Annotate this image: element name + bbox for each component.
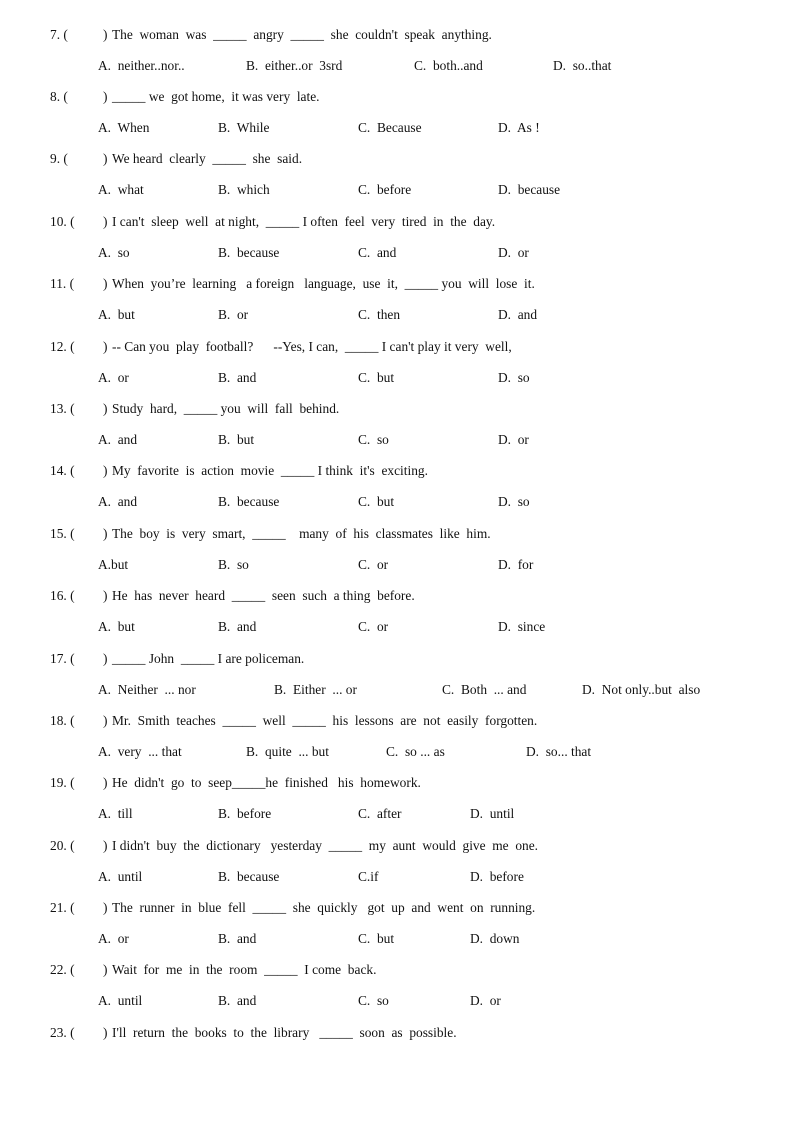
answer-blank[interactable] — [76, 775, 92, 791]
answer-option-c[interactable]: C. or — [358, 619, 389, 634]
answer-option-c[interactable]: C. or — [358, 557, 389, 572]
answer-option-b[interactable]: B. Either ... or — [274, 682, 357, 697]
answer-option-b[interactable]: B. because — [218, 494, 280, 509]
answer-blank[interactable] — [76, 1025, 92, 1041]
answer-paren-close: ) — [103, 1025, 108, 1040]
answer-paren-close: ) — [103, 838, 108, 853]
question-number: 11. ( — [50, 276, 75, 291]
answer-option-b[interactable]: B. and — [218, 619, 257, 634]
answer-option-d[interactable]: D. Not only..but also — [582, 682, 701, 697]
answer-option-c[interactable]: C. after — [358, 806, 402, 821]
question-text: Wait for me in the room _____ I come back. — [112, 962, 377, 977]
answer-option-b[interactable]: B. which — [218, 182, 270, 197]
question-text: We heard clearly _____ she said. — [112, 151, 303, 166]
answer-blank[interactable] — [76, 900, 92, 916]
answer-paren-close: ) — [103, 463, 108, 478]
question-text: My favorite is action movie _____ I think it's exciting. — [112, 463, 428, 478]
question-text: When you’re learning a foreign language, use it, _____ you will lose it. — [112, 276, 535, 291]
answer-option-c[interactable]: C. but — [358, 370, 395, 385]
answer-option-c[interactable]: C. but — [358, 494, 395, 509]
answer-option-c[interactable]: C. so — [358, 993, 389, 1008]
answer-option-d[interactable]: D. so — [498, 494, 530, 509]
answer-option-d[interactable]: D. so — [498, 370, 530, 385]
question-text: _____ John _____ I are policeman. — [112, 651, 305, 666]
question-text: I'll return the books to the library _____ soon as possible. — [112, 1025, 457, 1040]
question-number: 15. ( — [50, 526, 75, 541]
answer-option-a[interactable]: A.but — [98, 557, 129, 572]
answer-option-a[interactable]: A. so — [98, 245, 130, 260]
answer-blank[interactable] — [76, 214, 92, 230]
answer-option-d[interactable]: D. until — [470, 806, 515, 821]
question-text: Mr. Smith teaches _____ well _____ his lessons are not easily forgotten. — [112, 713, 538, 728]
question-text: -- Can you play football? --Yes, I can, _____ I can't play it very well, — [112, 339, 512, 354]
answer-option-a[interactable]: A. When — [98, 120, 150, 135]
answer-option-a[interactable]: A. or — [98, 370, 129, 385]
answer-option-c[interactable]: C. and — [358, 245, 397, 260]
question-number: 19. ( — [50, 775, 75, 790]
answer-option-a[interactable]: A. till — [98, 806, 133, 821]
answer-option-d[interactable]: D. and — [498, 307, 538, 322]
answer-blank[interactable] — [76, 526, 92, 542]
question-number: 14. ( — [50, 463, 75, 478]
question-number: 20. ( — [50, 838, 75, 853]
answer-option-b[interactable]: B. and — [218, 931, 257, 946]
answer-paren-close: ) — [103, 651, 108, 666]
answer-blank[interactable] — [76, 962, 92, 978]
answer-paren-close: ) — [103, 900, 108, 915]
question-text: I can't sleep well at night, _____ I often feel very tired in the day. — [112, 214, 496, 229]
answer-option-b[interactable]: B. quite ... but — [246, 744, 329, 759]
answer-paren-close: ) — [103, 526, 108, 541]
answer-option-c[interactable]: C. then — [358, 307, 401, 322]
answer-blank[interactable] — [76, 463, 92, 479]
answer-paren-close: ) — [103, 89, 108, 104]
question-number: 16. ( — [50, 588, 75, 603]
answer-option-d[interactable]: D. or — [498, 245, 529, 260]
answer-option-c[interactable]: C. Because — [358, 120, 422, 135]
answer-option-b[interactable]: B. While — [218, 120, 270, 135]
question-number: 9. ( — [50, 151, 68, 166]
answer-option-b[interactable]: B. but — [218, 432, 255, 447]
question-text: I didn't buy the dictionary yesterday _____ my aunt would give me one. — [112, 838, 538, 853]
answer-blank[interactable] — [76, 588, 92, 604]
answer-option-a[interactable]: A. what — [98, 182, 144, 197]
question-number: 21. ( — [50, 900, 75, 915]
answer-option-a[interactable]: A. but — [98, 307, 135, 322]
answer-option-c[interactable]: C. so ... as — [386, 744, 445, 759]
question-text: The runner in blue fell _____ she quickly got up and went on running. — [112, 900, 536, 915]
answer-option-a[interactable]: A. neither..nor.. — [98, 58, 185, 73]
answer-option-d[interactable]: D. before — [470, 869, 524, 884]
answer-paren-close: ) — [103, 27, 108, 42]
answer-paren-close: ) — [103, 276, 108, 291]
answer-option-a[interactable]: A. and — [98, 432, 138, 447]
question-number: 12. ( — [50, 339, 75, 354]
answer-paren-close: ) — [103, 713, 108, 728]
answer-option-d[interactable]: D. for — [498, 557, 534, 572]
answer-option-c[interactable]: C. so — [358, 432, 389, 447]
question-number: 13. ( — [50, 401, 75, 416]
answer-option-c[interactable]: C. both..and — [414, 58, 483, 73]
answer-option-a[interactable]: A. very ... that — [98, 744, 182, 759]
question-number: 7. ( — [50, 27, 68, 42]
question-number: 22. ( — [50, 962, 75, 977]
answer-option-a[interactable]: A. and — [98, 494, 138, 509]
question-number: 17. ( — [50, 651, 75, 666]
question-text: _____ we got home, it was very late. — [112, 89, 320, 104]
answer-blank[interactable] — [76, 151, 92, 167]
answer-option-b[interactable]: B. because — [218, 869, 280, 884]
question-number: 10. ( — [50, 214, 75, 229]
answer-blank[interactable] — [76, 401, 92, 417]
question-text: The woman was _____ angry _____ she couldn't speak anything. — [112, 27, 492, 42]
question-text: Study hard, _____ you will fall behind. — [112, 401, 340, 416]
answer-option-c[interactable]: C. Both ... and — [442, 682, 527, 697]
answer-option-b[interactable]: B. because — [218, 245, 280, 260]
answer-blank[interactable] — [76, 651, 92, 667]
answer-paren-close: ) — [103, 588, 108, 603]
answer-blank[interactable] — [76, 713, 92, 729]
answer-option-a[interactable]: A. but — [98, 619, 135, 634]
question-number: 18. ( — [50, 713, 75, 728]
question-text: He didn't go to seep_____he finished his homework. — [112, 775, 421, 790]
answer-blank[interactable] — [76, 276, 92, 292]
answer-option-b[interactable]: B. and — [218, 370, 257, 385]
answer-option-a[interactable]: A. until — [98, 869, 143, 884]
answer-paren-close: ) — [103, 151, 108, 166]
answer-option-c[interactable]: C. but — [358, 931, 395, 946]
answer-option-d[interactable]: D. or — [470, 993, 501, 1008]
answer-option-b[interactable]: B. before — [218, 806, 272, 821]
answer-blank[interactable] — [76, 838, 92, 854]
answer-option-d[interactable]: D. or — [498, 432, 529, 447]
answer-option-b[interactable]: B. either..or 3srd — [246, 58, 343, 73]
question-text: The boy is very smart, _____ many of his classmates like him. — [112, 526, 491, 541]
answer-paren-close: ) — [103, 339, 108, 354]
answer-option-a[interactable]: A. until — [98, 993, 143, 1008]
answer-blank[interactable] — [76, 27, 92, 43]
question-number: 23. ( — [50, 1025, 75, 1040]
question-text: He has never heard _____ seen such a thing before. — [112, 588, 415, 603]
answer-option-c[interactable]: C. before — [358, 182, 412, 197]
answer-option-b[interactable]: B. or — [218, 307, 249, 322]
answer-option-a[interactable]: A. Neither ... nor — [98, 682, 196, 697]
answer-option-b[interactable]: B. and — [218, 993, 257, 1008]
answer-option-c[interactable]: C.if — [358, 869, 379, 884]
answer-option-a[interactable]: A. or — [98, 931, 129, 946]
answer-option-b[interactable]: B. so — [218, 557, 249, 572]
answer-paren-close: ) — [103, 401, 108, 416]
answer-option-d[interactable]: D. since — [498, 619, 546, 634]
answer-paren-close: ) — [103, 962, 108, 977]
answer-blank[interactable] — [76, 89, 92, 105]
answer-option-d[interactable]: D. so..that — [553, 58, 612, 73]
question-number: 8. ( — [50, 89, 68, 104]
answer-blank[interactable] — [76, 339, 92, 355]
answer-option-d[interactable]: D. because — [498, 182, 561, 197]
answer-option-d[interactable]: D. down — [470, 931, 520, 946]
answer-paren-close: ) — [103, 775, 108, 790]
answer-paren-close: ) — [103, 214, 108, 229]
answer-option-d[interactable]: D. As ! — [498, 120, 540, 135]
answer-option-d[interactable]: D. so... that — [526, 744, 592, 759]
